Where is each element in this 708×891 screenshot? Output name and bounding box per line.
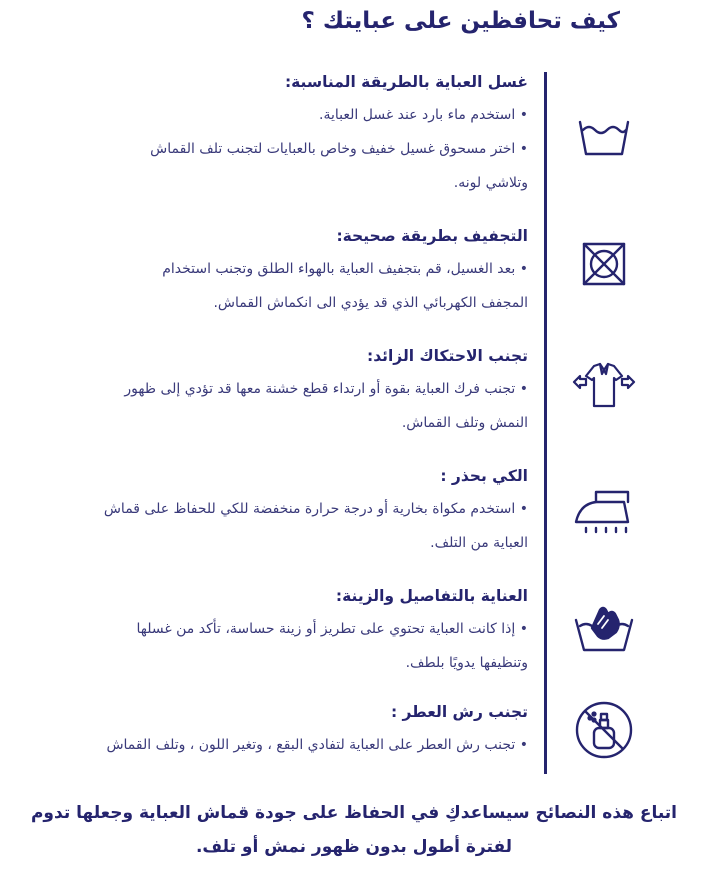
footer-line: لفترة أطول بدون ظهور نمش أو تلف. xyxy=(195,837,513,857)
section-heading: تجنب الاحتكاك الزائد: xyxy=(367,347,528,365)
page-title: كيف تحافظين على عبايتك ؟ xyxy=(301,8,620,34)
bullet-text: المجفف الكهربائي الذي قد يؤدي الى انكماش القماش. xyxy=(213,295,528,311)
bullet-text: • استخدم مكواة بخارية أو درجة حرارة منخفضة للكي للحفاظ على قماش xyxy=(103,501,528,517)
section-heading: العناية بالتفاصيل والزينة: xyxy=(335,587,528,605)
iron-icon xyxy=(572,476,636,540)
garment-friction-icon xyxy=(572,352,636,416)
bullet-text: • تجنب رش العطر على العباية لتفادي البقع ، وتغير اللون ، وتلف القماش xyxy=(106,737,528,753)
section-heading: تجنب رش العطر : xyxy=(390,703,528,721)
bullet-text: العباية من التلف. xyxy=(430,535,528,551)
section-drying xyxy=(88,224,528,320)
section-friction xyxy=(88,344,528,440)
bullet-text: وتنظيفها يدويًا بلطف. xyxy=(405,655,528,671)
bullet-text: • اختر مسحوق غسيل خفيف وخاص بالعبايات لتجنب تلف القماش xyxy=(150,141,528,157)
no-tumble-dry-icon xyxy=(572,232,636,296)
section-perfume xyxy=(88,700,528,762)
footer-line: اتباع هذه النصائح سيساعدكِ في الحفاظ على جودة قماش العباية وجعلها تدوم xyxy=(30,803,678,823)
section-ironing xyxy=(88,464,528,560)
section-heading: غسل العباية بالطريقة المناسبة: xyxy=(284,73,528,91)
bullet-text: • إذا كانت العباية تحتوي على تطريز أو زينة حساسة، تأكد من غسلها xyxy=(136,621,528,637)
vertical-divider xyxy=(544,72,547,774)
hand-wash-icon xyxy=(572,594,636,658)
bullet-text: • بعد الغسيل، قم بتجفيف العباية بالهواء الطلق وتجنب استخدام xyxy=(162,261,528,277)
footer-note xyxy=(30,796,678,864)
bullet-text: • تجنب فرك العباية بقوة أو ارتداء قطع خشنة معها قد تؤدي إلى ظهور xyxy=(124,381,528,397)
bullet-text: النمش وتلف القماش. xyxy=(401,415,528,431)
section-washing xyxy=(88,70,528,200)
washtub-icon xyxy=(572,104,636,168)
bullet-text: وتلاشي لونه. xyxy=(453,175,528,191)
section-heading: الكي بحذر : xyxy=(440,467,528,485)
bullet-text: • استخدم ماء بارد عند غسل العباية. xyxy=(319,107,528,123)
no-perfume-icon xyxy=(572,698,636,762)
section-embellishments xyxy=(88,584,528,680)
section-heading: التجفيف بطريقة صحيحة: xyxy=(336,227,528,245)
